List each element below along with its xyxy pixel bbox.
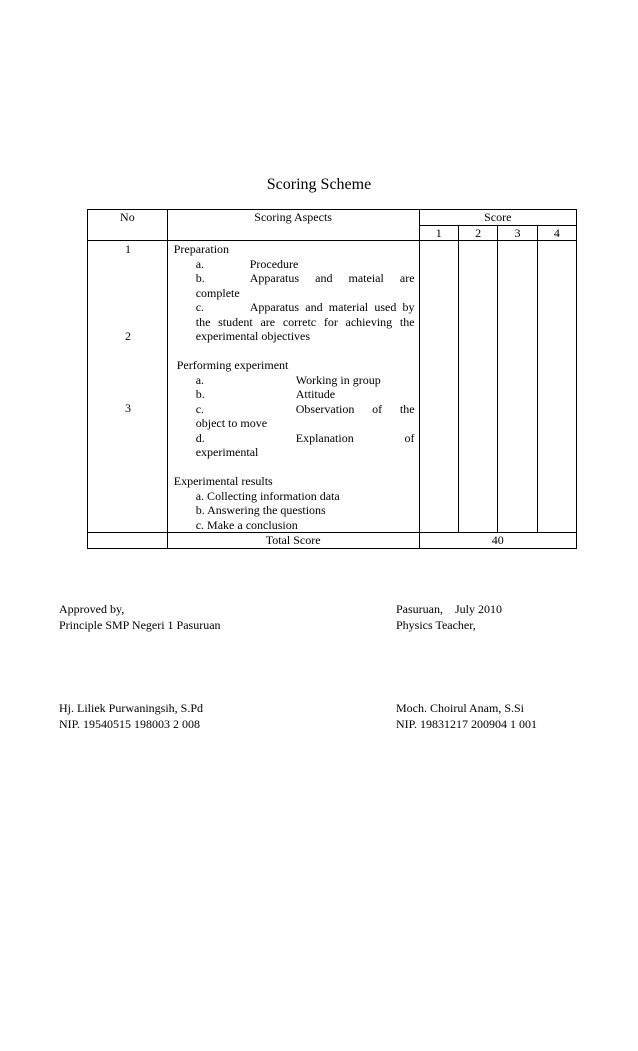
preparation-item-b: b. Apparatus and mateial are (195, 271, 415, 285)
results-item-a: a. Collecting information data (195, 488, 340, 503)
score-col-3: 3 (498, 225, 537, 241)
total-label: Total Score (167, 533, 419, 549)
score-col-1: 1 (419, 225, 458, 241)
results-item-c: c. Make a conclusion (195, 517, 298, 532)
score-cell-2 (458, 241, 497, 533)
preparation-item-c: c. Apparatus and material used by (195, 300, 415, 314)
score-cell-3 (498, 241, 537, 533)
approver-nip: NIP. 19540515 198003 2 008 (59, 717, 201, 731)
score-cell-1 (419, 241, 458, 533)
table-body-row (88, 241, 577, 533)
header-no: No (88, 210, 168, 241)
performing-title: Performing experiment (176, 358, 289, 372)
teacher-block (396, 601, 502, 633)
preparation-item-c-cont-1: the student are corretc for achieving the (195, 314, 415, 329)
total-row (88, 533, 577, 549)
performing-item-b: b. Attitude (195, 387, 336, 401)
performing-item-c-cont: object to move (195, 416, 268, 430)
teacher-signature (396, 700, 537, 732)
row-number-3: 3 (125, 401, 131, 415)
row-number-1: 1 (125, 242, 131, 256)
score-cell-4 (537, 241, 576, 533)
page-title: Scoring Scheme (266, 176, 372, 193)
preparation-item-b-cont: complete (195, 285, 240, 300)
approver-signature (59, 700, 203, 732)
header-score: Score (419, 210, 576, 226)
teacher-line2: Physics Teacher, (396, 618, 476, 632)
aspects-cell (167, 241, 419, 533)
total-empty-cell (88, 533, 168, 549)
results-item-b: b. Answering the questions (195, 503, 326, 517)
score-col-4: 4 (537, 225, 576, 241)
preparation-item-a: a. Procedure (195, 256, 299, 271)
header-aspects: Scoring Aspects (167, 210, 419, 241)
score-col-2: 2 (458, 225, 497, 241)
results-title: Experimental results (173, 474, 273, 488)
row-number-2: 2 (125, 329, 131, 343)
teacher-line1: Pasuruan, July 2010 (396, 602, 502, 616)
table-header-row (88, 210, 577, 226)
performing-item-a: a. Working in group (195, 372, 381, 387)
preparation-item-c-cont-2: experimental objectives (195, 329, 311, 343)
teacher-nip: NIP. 19831217 200904 1 001 (396, 717, 538, 731)
total-value: 40 (419, 533, 576, 549)
performing-item-d-cont: experimental (195, 445, 259, 459)
numbers-cell (88, 241, 168, 533)
scoring-table (87, 209, 577, 549)
performing-item-c: c. Observation of the (195, 401, 415, 416)
approver-line1: Approved by, (59, 602, 125, 616)
approver-name: Hj. Liliek Purwaningsih, S.Pd (59, 701, 204, 715)
preparation-title: Preparation (173, 242, 230, 256)
approver-line2: Principle SMP Negeri 1 Pasuruan (59, 618, 221, 632)
approver-block (59, 601, 221, 633)
teacher-name: Moch. Choirul Anam, S.Si (396, 701, 525, 715)
performing-item-d: d. Explanation of (195, 430, 415, 445)
